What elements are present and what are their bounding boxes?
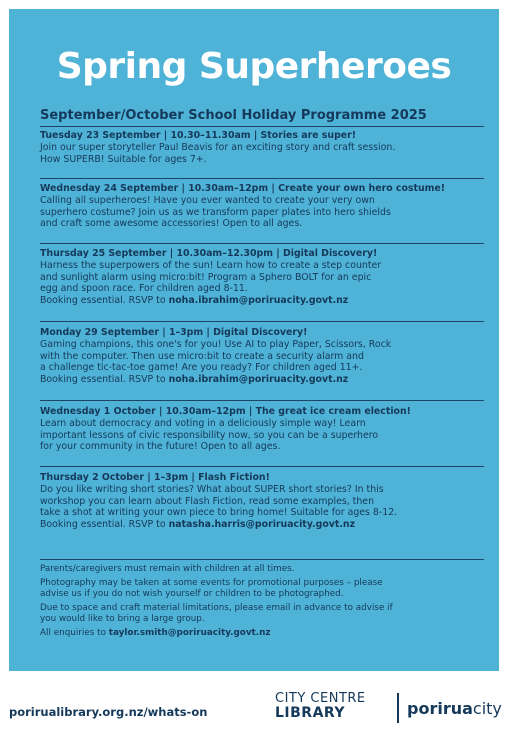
- event-text: Learn about democracy and voting in a deliciously simple way! Learn: [40, 417, 366, 429]
- event-rsvp: [40, 519, 486, 531]
- event-rsvp: [40, 374, 486, 386]
- rsvp-prefix: Booking essential. RSVP to: [40, 295, 169, 307]
- note-text: Due to space and craft material limitations, please email in advance to advise if: [40, 603, 393, 613]
- enquiries-email-link[interactable]: taylor.smith@poriruacity.govt.nz: [108, 628, 271, 638]
- event-text: egg and spoon race. For children aged 8-11.: [40, 283, 248, 295]
- city-centre-library-logo: [275, 692, 366, 721]
- event-text: superhero costume? Join us as we transform paper plates into hero shields: [40, 206, 391, 218]
- logo-line-1: CITY CENTRE: [275, 691, 366, 706]
- note-text: Parents/caregivers must remain with children at all times.: [40, 564, 295, 574]
- note-text: Photography may be taken at some events for promotional purposes – please: [40, 578, 383, 588]
- logo-divider: [397, 693, 399, 723]
- note: [40, 564, 486, 575]
- event-text: a challenge tic-tac-toe game! Are you ready? For children aged 11+.: [40, 362, 363, 374]
- website-link[interactable]: porirualibrary.org.nz/whats-on: [9, 705, 208, 719]
- divider: [40, 466, 484, 467]
- event-heading: Thursday 25 September | 10.30am–12.30pm | Digital Discovery!: [40, 248, 378, 259]
- rsvp-prefix: Booking essential. RSVP to: [40, 374, 169, 386]
- divider: [40, 243, 484, 244]
- event-item: [40, 183, 486, 230]
- event-text: and craft some awesome accessories! Open to all ages.: [40, 218, 303, 230]
- event-text: take a shot at writing your own piece to bring home! Suitable for ages 8-12.: [40, 507, 398, 519]
- event-text: with the computer. Then use micro:bit to create a security alarm and: [40, 350, 364, 362]
- rsvp-email-link[interactable]: noha.ibrahim@poriruacity.govt.nz: [168, 374, 349, 386]
- divider: [40, 178, 484, 179]
- event-text: Harness the superpowers of the sun! Learn how to create a step counter: [40, 259, 382, 271]
- brand-b: city: [472, 699, 502, 718]
- event-item: [40, 327, 486, 386]
- event-text: workshop you can learn about Flash Fiction, read some examples, then: [40, 495, 375, 507]
- event-item: [40, 406, 486, 453]
- event-text: and sunlight alarm using micro:bit! Program a Sphero BOLT for an epic: [40, 271, 372, 283]
- event-item: [40, 472, 486, 531]
- event-heading: Monday 29 September | 1–3pm | Digital Discovery!: [40, 327, 308, 338]
- notes-section: [40, 564, 486, 642]
- divider: [40, 126, 484, 127]
- event-text: Join our super storyteller Paul Beavis for an exciting story and craft session.: [40, 141, 396, 153]
- note-text: you would like to bring a large group.: [40, 614, 205, 624]
- programme-panel: [9, 9, 499, 671]
- enquiries-prefix: All enquiries to: [40, 628, 109, 638]
- brand-a: porirua: [407, 699, 473, 718]
- divider: [40, 321, 484, 322]
- event-heading: Wednesday 1 October | 10.30am–12pm | The great ice cream election!: [40, 406, 411, 417]
- event-text: Do you like writing short stories? What about SUPER short stories? In this: [40, 483, 384, 495]
- enquiries: [40, 628, 486, 639]
- note-text: advise us if you do not wish yourself or children to be photographed.: [40, 589, 344, 599]
- page-title: Spring Superheroes: [56, 46, 452, 87]
- event-heading: Tuesday 23 September | 10.30–11.30am | Stories are super!: [40, 130, 357, 141]
- event-text: important lessons of civic responsibility now, so you can be a superhero: [40, 429, 379, 441]
- rsvp-email-link[interactable]: natasha.harris@poriruacity.govt.nz: [168, 519, 356, 531]
- porirua-city-logo: [407, 699, 502, 718]
- note: [40, 603, 486, 625]
- event-text: Calling all superheroes! Have you ever wanted to create your very own: [40, 194, 375, 206]
- rsvp-email-link[interactable]: noha.ibrahim@poriruacity.govt.nz: [168, 295, 349, 307]
- event-text: Gaming champions, this one's for you! Use AI to play Paper, Scissors, Rock: [40, 338, 392, 350]
- event-item: [40, 248, 486, 307]
- event-item: [40, 130, 486, 165]
- programme-subtitle: September/October School Holiday Programme 2025: [40, 108, 427, 123]
- event-text: for your community in the future! Open to all ages.: [40, 441, 281, 453]
- event-rsvp: [40, 295, 486, 307]
- note: [40, 578, 486, 600]
- divider: [40, 559, 484, 560]
- logo-line-2: LIBRARY: [275, 705, 346, 721]
- event-heading: Thursday 2 October | 1–3pm | Flash Fiction!: [40, 472, 270, 483]
- rsvp-prefix: Booking essential. RSVP to: [40, 519, 169, 531]
- divider: [40, 400, 484, 401]
- event-text: How SUPERB! Suitable for ages 7+.: [40, 153, 207, 165]
- event-heading: Wednesday 24 September | 10.30am–12pm | Create your own hero costume!: [40, 183, 446, 194]
